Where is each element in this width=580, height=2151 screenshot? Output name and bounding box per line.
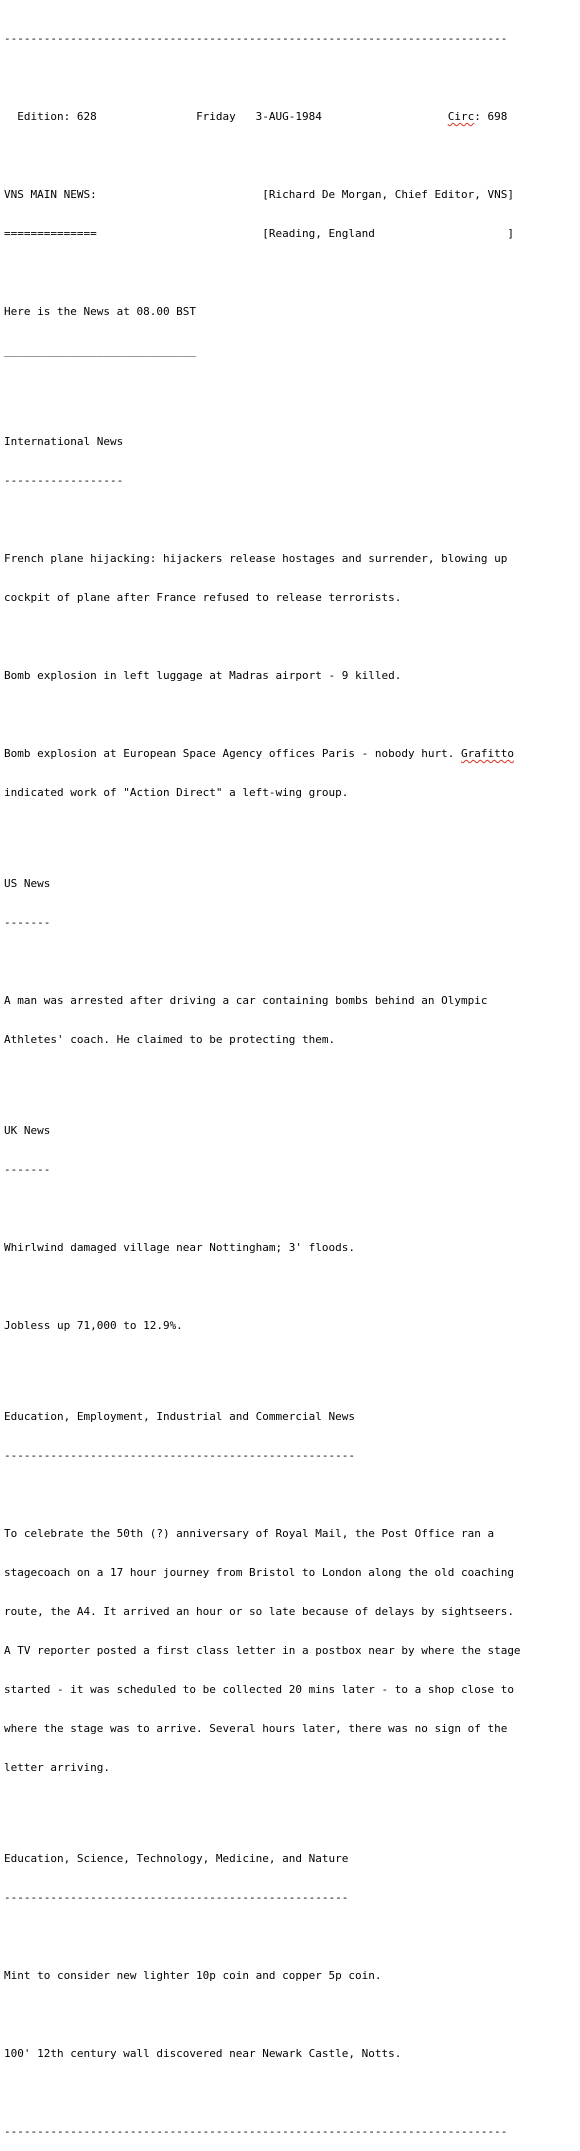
- news-item-line: where the stage was to arrive. Several hours later, there was no sign of the: [4, 1722, 508, 1735]
- section-rule-us: -------: [4, 916, 51, 929]
- news-item-line: letter arriving.: [4, 1761, 110, 1774]
- section-rule-education-science: ----------------------------------------------------: [4, 1891, 349, 1904]
- news-item-line: Mint to consider new lighter 10p coin and copper 5p coin.: [4, 1969, 382, 1982]
- editor-credit: [Richard De Morgan, Chief Editor, VNS]: [262, 188, 514, 201]
- news-item-line: 100' 12th century wall discovered near Newark Castle, Notts.: [4, 2047, 402, 2060]
- bottom-rule: ----------------------------------------------------------------------------: [4, 2125, 508, 2138]
- top-rule: ----------------------------------------------------------------------------: [4, 32, 508, 45]
- title-rule: ==============: [4, 227, 97, 240]
- masthead-line: [4, 188, 576, 201]
- news-item-line: started - it was scheduled to be collected 20 mins later - to a shop close to: [4, 1683, 514, 1696]
- issue-date: Friday 3-AUG-1984: [196, 110, 322, 123]
- edition-line: [4, 110, 576, 123]
- news-item-line: indicated work of "Action Direct" a left-wing group.: [4, 786, 349, 799]
- news-item-line: A man was arrested after driving a car containing bombs behind an Olympic: [4, 994, 488, 1007]
- intro-rule: _____________________________: [4, 344, 197, 357]
- circ-label: Circ: [447, 110, 475, 123]
- section-title-us: US News: [4, 877, 51, 890]
- news-item-line: Jobless up 71,000 to 12.9%.: [4, 1319, 183, 1332]
- news-title: VNS MAIN NEWS:: [4, 188, 97, 201]
- section-rule-uk: -------: [4, 1163, 51, 1176]
- section-rule-international: ------------------: [4, 474, 124, 487]
- news-item-line: To celebrate the 50th (?) anniversary of Royal Mail, the Post Office ran a: [4, 1527, 495, 1540]
- news-item-line: stagecoach on a 17 hour journey from Bristol to London along the old coaching: [4, 1566, 514, 1579]
- section-title-uk: UK News: [4, 1124, 51, 1137]
- news-item-line: route, the A4. It arrived an hour or so late because of delays by sightseers.: [4, 1605, 514, 1618]
- intro-text: Here is the News at 08.00 BST: [4, 305, 197, 318]
- section-title-education-science: Education, Science, Technology, Medicine, and Nature: [4, 1852, 349, 1865]
- edition-label: Edition: 628: [4, 110, 97, 123]
- news-item-line: Athletes' coach. He claimed to be protecting them.: [4, 1033, 336, 1046]
- location: [Reading, England ]: [262, 227, 514, 240]
- news-item-line: Bomb explosion at European Space Agency offices Paris - nobody hurt. Grafitto: [4, 747, 514, 760]
- circ-value: : 698: [474, 110, 508, 123]
- section-title-international: International News: [4, 435, 124, 448]
- section-title-education-employment: Education, Employment, Industrial and Commercial News: [4, 1410, 355, 1423]
- masthead-line-2: [4, 227, 576, 240]
- news-document: [4, 6, 576, 2151]
- news-item-line: French plane hijacking: hijackers release hostages and surrender, blowing up: [4, 552, 508, 565]
- misspelled-word: Grafitto: [460, 747, 514, 760]
- news-item-line: A TV reporter posted a first class letter in a postbox near by where the stage: [4, 1644, 521, 1657]
- news-item-line: Bomb explosion in left luggage at Madras airport - 9 killed.: [4, 669, 402, 682]
- section-rule-education-employment: -----------------------------------------------------: [4, 1449, 355, 1462]
- news-item-line: Whirlwind damaged village near Nottingham; 3' floods.: [4, 1241, 355, 1254]
- news-item-line: cockpit of plane after France refused to release terrorists.: [4, 591, 402, 604]
